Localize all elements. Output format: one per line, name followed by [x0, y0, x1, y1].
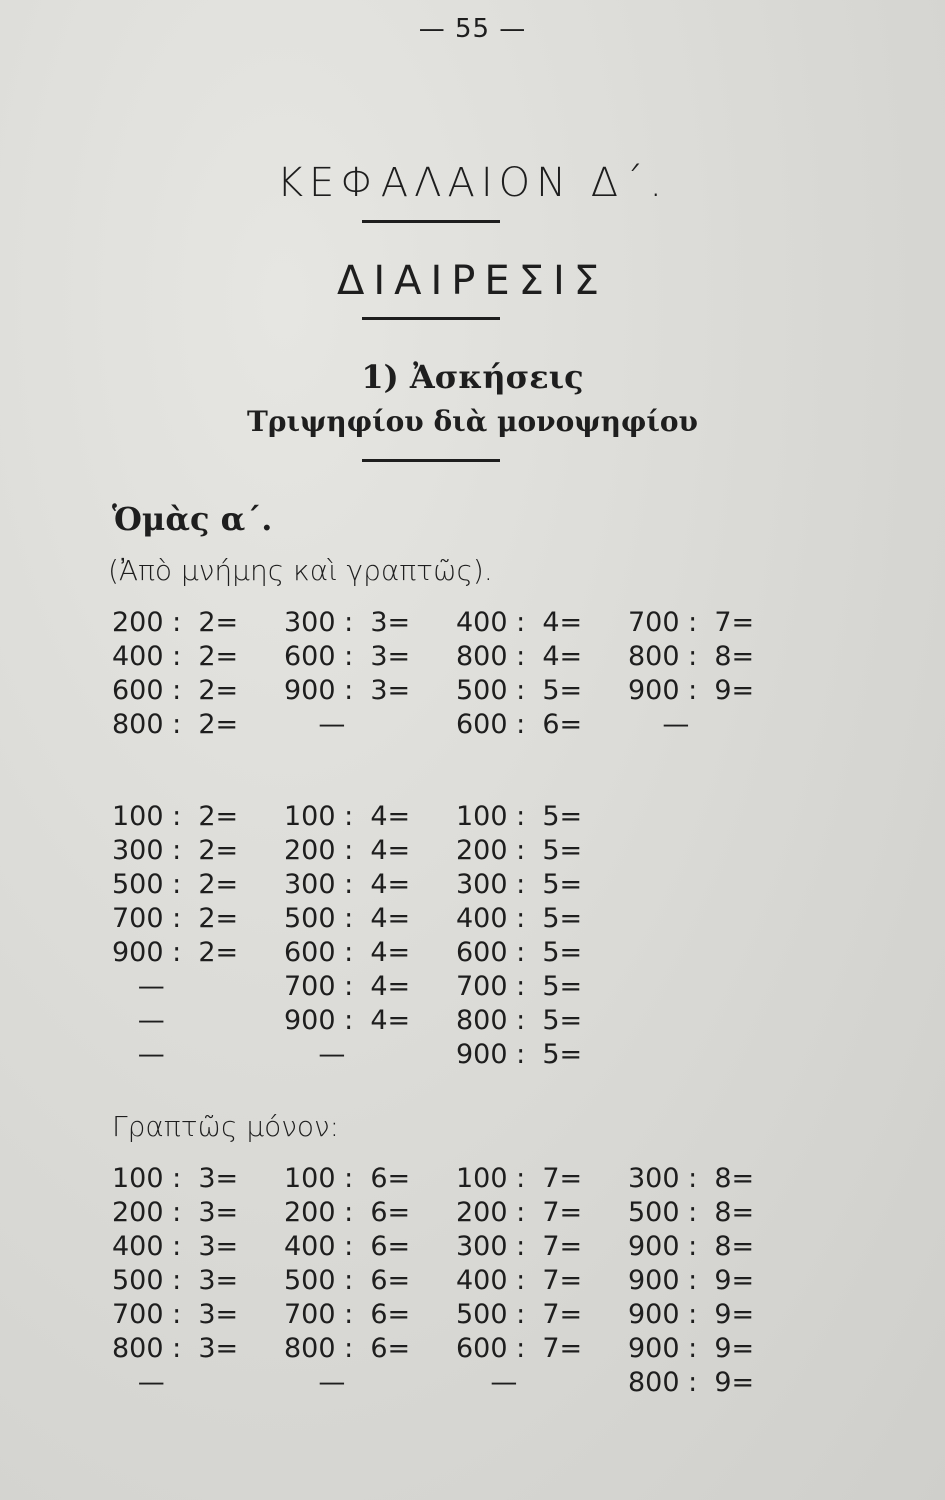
table-row [112, 936, 628, 970]
exercise-cell: 900 : 9= [628, 1333, 755, 1364]
exercise-cell: 100 : 3= [112, 1163, 239, 1194]
exercise-cell: 300 : 2= [112, 835, 239, 866]
exercise-cell: 900 : 3= [284, 675, 411, 706]
table-row [112, 902, 628, 936]
exercise-cell: 200 : 6= [284, 1197, 411, 1228]
table-row [112, 674, 800, 708]
table-row [112, 1004, 628, 1038]
page-number: — 55 — [418, 14, 527, 44]
exercise-cell: 800 : 9= [628, 1367, 755, 1398]
exercise-cell: 700 : 3= [112, 1299, 239, 1330]
exercise-cell: 800 : 2= [112, 709, 239, 740]
table-row [112, 1264, 800, 1298]
exercise-table-1 [112, 606, 800, 742]
exercise-cell: 300 : 4= [284, 869, 411, 900]
exercise-cell: 600 : 4= [284, 937, 411, 968]
exercise-table-3 [112, 1162, 800, 1400]
exercise-cell: 500 : 3= [112, 1265, 239, 1296]
exercise-cell: — [112, 1039, 165, 1070]
exercise-cell: 800 : 6= [284, 1333, 411, 1364]
exercise-cell: 700 : 5= [456, 971, 583, 1002]
exercise-cell: — [112, 971, 165, 1002]
exercise-cell: 100 : 7= [456, 1163, 583, 1194]
exercise-cell: — [112, 1005, 165, 1036]
table-row [112, 1230, 800, 1264]
exercise-cell: 700 : 7= [628, 607, 755, 638]
exercise-cell: 400 : 6= [284, 1231, 411, 1262]
table-row [112, 640, 800, 674]
exercise-cell: 500 : 8= [628, 1197, 755, 1228]
divider-rule [362, 220, 500, 223]
instruction-note: (Ἀπὸ μνήμης καὶ γραπτῶς). [108, 554, 493, 587]
table-row [112, 868, 628, 902]
exercise-cell: 600 : 6= [456, 709, 583, 740]
exercise-table-2 [112, 800, 628, 1072]
exercise-cell: 900 : 4= [284, 1005, 411, 1036]
exercise-cell: 800 : 4= [456, 641, 583, 672]
table-row [112, 708, 800, 742]
divider-rule [362, 317, 500, 320]
exercise-cell: 600 : 7= [456, 1333, 583, 1364]
exercise-cell: — [284, 1039, 346, 1070]
exercise-cell: 800 : 8= [628, 641, 755, 672]
exercise-cell: 400 : 5= [456, 903, 583, 934]
exercise-cell: 300 : 7= [456, 1231, 583, 1262]
table-row [112, 1196, 800, 1230]
table-row [112, 1038, 628, 1072]
exercise-cell: 500 : 5= [456, 675, 583, 706]
exercise-cell: 100 : 5= [456, 801, 583, 832]
exercise-cell: 500 : 6= [284, 1265, 411, 1296]
exercise-cell: 200 : 4= [284, 835, 411, 866]
chapter-heading: ΚΕΦΑΛΑΙΟΝ Δ΄. [276, 160, 669, 206]
exercise-cell: 100 : 4= [284, 801, 411, 832]
instruction-note-written: Γραπτῶς μόνον: [112, 1110, 340, 1143]
section-subtitle: Τριψηφίου διὰ μονοψηφίου [247, 405, 698, 438]
exercise-cell: 200 : 3= [112, 1197, 239, 1228]
exercise-cell: 200 : 7= [456, 1197, 583, 1228]
table-row [112, 606, 800, 640]
exercise-cell: 900 : 2= [112, 937, 239, 968]
exercise-cell: 600 : 2= [112, 675, 239, 706]
table-row [112, 800, 628, 834]
exercise-cell: 900 : 8= [628, 1231, 755, 1262]
table-row [112, 1298, 800, 1332]
exercise-cell: 900 : 9= [628, 675, 755, 706]
exercise-cell: 300 : 8= [628, 1163, 755, 1194]
exercise-cell: — [284, 1367, 346, 1398]
table-row [112, 834, 628, 868]
exercise-cell: — [456, 1367, 518, 1398]
exercise-cell: 800 : 5= [456, 1005, 583, 1036]
exercise-cell: — [284, 709, 346, 740]
table-row [112, 970, 628, 1004]
exercise-cell: 400 : 7= [456, 1265, 583, 1296]
exercise-cell: 700 : 4= [284, 971, 411, 1002]
exercise-cell: 100 : 6= [284, 1163, 411, 1194]
exercise-cell: 900 : 9= [628, 1265, 755, 1296]
exercise-cell: 600 : 5= [456, 937, 583, 968]
group-label: Ὁμὰς α΄. [112, 500, 273, 538]
exercise-cell: 100 : 2= [112, 801, 239, 832]
exercise-cell: 400 : 2= [112, 641, 239, 672]
exercise-cell: 500 : 4= [284, 903, 411, 934]
exercise-cell: 900 : 5= [456, 1039, 583, 1070]
exercise-cell: 300 : 5= [456, 869, 583, 900]
table-row [112, 1366, 800, 1400]
exercise-cell: — [112, 1367, 165, 1398]
table-row [112, 1162, 800, 1196]
divider-rule [362, 459, 500, 462]
section-heading: 1) Ἀσκήσεις [361, 358, 584, 396]
table-row [112, 1332, 800, 1366]
exercise-cell: 400 : 3= [112, 1231, 239, 1262]
exercise-cell: 400 : 4= [456, 607, 583, 638]
exercise-cell: 700 : 6= [284, 1299, 411, 1330]
exercise-cell: 500 : 2= [112, 869, 239, 900]
exercise-cell: 800 : 3= [112, 1333, 239, 1364]
page-title: ΔΙΑΙΡΕΣΙΣ [336, 258, 609, 304]
exercise-cell: 300 : 3= [284, 607, 411, 638]
exercise-cell: 500 : 7= [456, 1299, 583, 1330]
exercise-cell: 200 : 5= [456, 835, 583, 866]
exercise-cell: 600 : 3= [284, 641, 411, 672]
exercise-cell: 900 : 9= [628, 1299, 755, 1330]
exercise-cell: — [628, 709, 690, 740]
exercise-cell: 700 : 2= [112, 903, 239, 934]
exercise-cell: 200 : 2= [112, 607, 239, 638]
